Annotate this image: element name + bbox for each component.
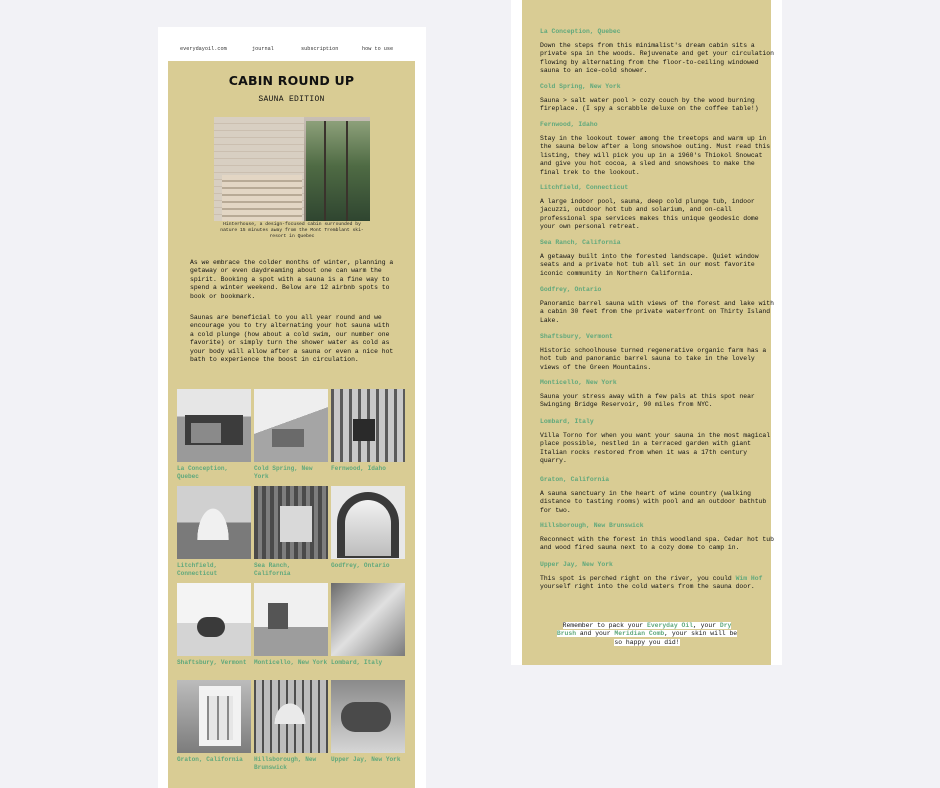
entry-text: yourself right into the cold waters from the sauna door. — [540, 583, 755, 591]
entry-location-link[interactable]: Fernwood, Idaho — [540, 121, 598, 128]
entry-description: A getaway built into the forested landscape. Quiet window seats and a private hot tub all set in our most favorite iconic community in Northern California. — [540, 253, 759, 277]
cabin-entry — [540, 184, 774, 232]
entry-location-link[interactable]: Cold Spring, New York — [540, 83, 621, 90]
closing-text: , your — [693, 622, 720, 629]
page-subtitle: SAUNA EDITION — [258, 95, 325, 104]
cabin-photo[interactable] — [331, 389, 405, 462]
entry-text: This spot is perched right on the river, you could — [540, 575, 736, 582]
grid-cell-label[interactable]: Godfrey, Ontario — [331, 562, 390, 569]
nav-link-subscription[interactable]: subscription — [301, 46, 339, 52]
cabin-photo[interactable] — [331, 583, 405, 656]
entry-description: Panoramic barrel sauna with views of the forest and lake with a cabin 30 feet from the private waterfront on Thirty Island Lake. — [540, 300, 774, 324]
grid-cell-label[interactable]: Monticello, New York — [254, 659, 328, 666]
entry-description: A large indoor pool, sauna, deep cold plunge tub, indoor jacuzzi, outdoor hot tub and solarium, and on-call professional spa services makes this unique geodesic dome your own personal retreat. — [540, 198, 759, 231]
hero-image — [214, 117, 370, 221]
cabin-entry — [540, 28, 774, 76]
entry-location-link[interactable]: Graton, California — [540, 476, 610, 483]
entry-location-link[interactable]: Upper Jay, New York — [540, 561, 613, 568]
cabin-photo[interactable] — [331, 486, 405, 559]
grid-cell-label[interactable]: Shaftsbury, Vermont — [177, 659, 247, 666]
grid-cell-label[interactable]: Litchfield, Connecticut — [177, 562, 218, 577]
cabin-photo[interactable] — [177, 680, 251, 753]
entry-description: Stay in the lookout tower among the treetops and warm up in the sauna below after a long snowshoe outing. Must read this listing, they will pick you up in a 1960's Thiokol Snowcat and give you hot cocoa, a sled and snowshoes to make the final trek to the lookout. — [540, 135, 771, 176]
cabin-photo[interactable] — [177, 389, 251, 462]
entry-description: Historic schoolhouse turned regenerative organic farm has a hot tub and panoramic barrel sauna to take in the lovely views of the Green Mountains. — [540, 347, 767, 371]
grid-cell[interactable] — [177, 389, 251, 481]
cabin-entry — [540, 83, 774, 114]
page-title: CABIN ROUND UP — [228, 73, 355, 88]
newsletter-right-page — [511, 0, 782, 665]
cabin-photo[interactable] — [177, 583, 251, 656]
closing-text: Remember to pack your — [562, 622, 647, 629]
cabin-photo[interactable] — [254, 583, 328, 656]
grid-cell-label[interactable]: Hillsborough, New Brunswick — [254, 756, 317, 771]
grid-cell-label[interactable]: Graton, California — [177, 756, 243, 763]
grid-cell-label[interactable]: Upper Jay, New York — [331, 756, 401, 763]
entry-location-link[interactable]: Monticello, New York — [540, 379, 617, 386]
grid-cell[interactable] — [254, 680, 328, 772]
cabin-entry — [540, 418, 774, 466]
grid-cell-label[interactable]: Cold Spring, New York — [254, 465, 313, 480]
cabin-entry — [540, 476, 774, 515]
grid-cell[interactable] — [331, 583, 405, 667]
content-area — [522, 0, 774, 665]
entry-location-link[interactable]: La Conception, Quebec — [540, 28, 621, 35]
entry-location-link[interactable]: Godfrey, Ontario — [540, 286, 602, 293]
cabin-entry — [540, 561, 774, 592]
cabin-entry — [540, 379, 774, 410]
dry-brush-link[interactable]: Dry Brush — [556, 622, 732, 638]
grid-cell[interactable] — [254, 583, 328, 667]
cabin-photo[interactable] — [254, 389, 328, 462]
grid-cell[interactable] — [254, 389, 328, 481]
entry-location-link[interactable]: Lombard, Italy — [540, 418, 594, 425]
entry-location-link[interactable]: Shaftsbury, Vermont — [540, 333, 613, 340]
content-area — [168, 61, 415, 788]
top-nav — [158, 46, 426, 56]
wim-hof-link[interactable]: Wim Hof — [735, 575, 763, 582]
cabin-entry — [540, 522, 774, 553]
closing-text: , your skin will be so happy you did! — [614, 630, 738, 646]
entry-location-link[interactable]: Litchfield, Connecticut — [540, 184, 629, 191]
nav-link-how-to-use[interactable]: how to use — [362, 46, 394, 52]
grid-cell[interactable] — [331, 486, 405, 570]
grid-cell[interactable] — [177, 680, 251, 764]
intro-paragraph-2: Saunas are beneficial to you all year round and we encourage you to try alternating your hot sauna with a cold plunge (how about a cold swim, our number one favorite) or simply turn the shower water as cold as your body will allow after a sauna or even a nice hot bath to experience the boost in circulation. — [190, 314, 394, 364]
cabin-photo[interactable] — [177, 486, 251, 559]
cabin-entry — [540, 333, 774, 372]
entry-description: Reconnect with the forest in this woodland spa. Cedar hot tub and wood fired sauna next to a cozy dome to camp in. — [540, 536, 774, 552]
cabin-photo[interactable] — [331, 680, 405, 753]
nav-link-site[interactable]: everydayoil.com — [180, 46, 227, 52]
entry-location-link[interactable]: Hillsborough, New Brunswick — [540, 522, 644, 529]
newsletter-left-page — [158, 27, 426, 788]
grid-cell-label[interactable]: La Conception, Quebec — [177, 465, 229, 480]
grid-cell-label[interactable]: Sea Ranch, California — [254, 562, 291, 577]
entry-description: Sauna > salt water pool > cozy couch by the wood burning fireplace. (I spy a scrabble deluxe on the coffee table!) — [540, 97, 759, 113]
closing-text: and your — [576, 630, 615, 638]
grid-cell-label[interactable]: Lombard, Italy — [331, 659, 383, 666]
entry-description: Down the steps from this minimalist's dream cabin sits a private spa in the woods. Rejuvenate and get your circulation flowing by alternating from the floor-to-ceiling windowed sauna to an ice-cold shower. — [540, 42, 774, 75]
intro-paragraph-1: As we embrace the colder months of winter, planning a getaway or even daydreaming about one can warm the spirit. Booking a spot with a sauna is a fine way to spend a winter weekend. Below are 12 airbnb spots to book or bookmark. — [190, 259, 394, 300]
entry-location-link[interactable]: Sea Ranch, California — [540, 239, 621, 246]
cabin-entry — [540, 121, 774, 177]
closing-note — [552, 622, 742, 647]
entry-description: Villa Torno for when you want your sauna in the most magical place possible, nestled in a terraced garden with giant Italian rocks restored from when it was a 17th century quarry. — [540, 432, 771, 465]
meridian-comb-link[interactable]: Meridian Comb — [614, 630, 665, 638]
grid-cell[interactable] — [331, 680, 405, 764]
grid-cell[interactable] — [331, 389, 405, 473]
cabin-entry — [540, 239, 774, 278]
nav-link-journal[interactable]: journal — [252, 46, 274, 52]
entry-description: A sauna sanctuary in the heart of wine country (walking distance to tasting rooms) with pool and an outdoor bathtub for two. — [540, 490, 767, 514]
grid-cell-label[interactable]: Fernwood, Idaho — [331, 465, 386, 472]
entry-description — [540, 575, 774, 592]
cabin-photo[interactable] — [254, 486, 328, 559]
everyday-oil-link[interactable]: Everyday Oil — [646, 622, 694, 629]
cabin-entry — [540, 286, 774, 325]
cabin-photo[interactable] — [254, 680, 328, 753]
grid-cell[interactable] — [177, 583, 251, 667]
hero-caption: Hinterhouse, a design-focused cabin surrounded by nature 15 minutes away from the Mont Tremblant ski-resort in Quebec — [220, 222, 364, 239]
grid-cell[interactable] — [254, 486, 328, 578]
entry-description: Sauna your stress away with a few pals at this spot near Swinging Bridge Reservoir, 90 miles from NYC. — [540, 393, 755, 409]
grid-cell[interactable] — [177, 486, 251, 578]
